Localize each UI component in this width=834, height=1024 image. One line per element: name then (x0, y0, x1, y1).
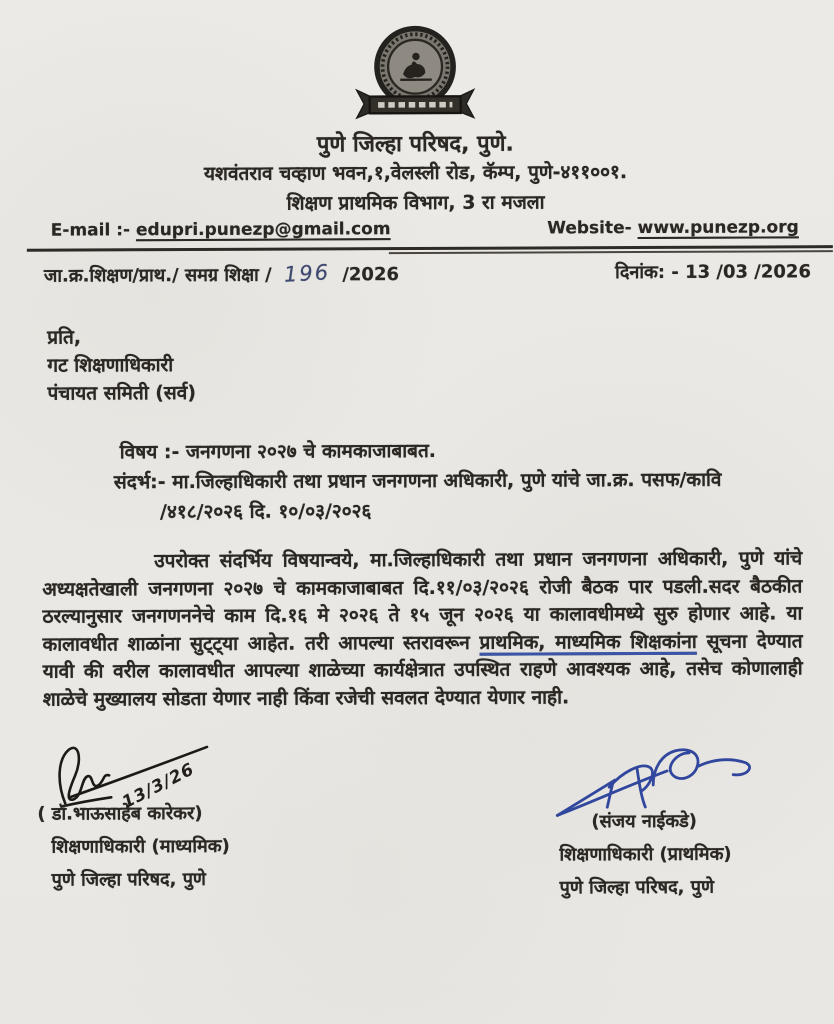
reference-note-line2: /४१८/२०२६ दि. १०/०३/२०२६ (159, 500, 372, 524)
website-line (547, 217, 799, 238)
date-value: 13 /03 /2026 (685, 261, 812, 283)
body-segment-2: सूचना देण्यात यावी की वरील कालावधीत आपल्या शाळेच्या कार्यक्षेत्रात उपस्थित राहणे आवश्यक आहे, तसेच कोणालाही शाळेचे मुख्यालय सोडता येणार नाही किंवा रजेची सवलत देण्यात येणार नाही. (42, 629, 803, 711)
signatory-left-name: ( डॉ.भाऊसाहेब कारेकर) (37, 802, 203, 825)
outward-prefix: जा.क्र.शिक्षण/प्राथ./ समग्र शिक्षा / (43, 264, 272, 287)
reference-note-text1: मा.जिल्हाधिकारी तथा प्रधान जनगणना अधिकारी, पुणे यांचे जा.क्र. पसफ/कावि (172, 468, 722, 494)
subject-text: जनगणना २०२७ चे कामकाजाबाबत. (185, 439, 437, 464)
recipient-line1: गट शिक्षणाधिकारी (47, 354, 174, 377)
seal-icon (347, 24, 483, 129)
signatory-left-title: शिक्षणाधिकारी (माध्यमिक) (51, 835, 230, 858)
signatory-right-title: शिक्षणाधिकारी (प्राथमिक) (559, 843, 732, 866)
recipient-block (47, 323, 196, 408)
org-name: पुणे जिल्हा परिषद, पुणे. (316, 131, 514, 158)
zilla-parishad-seal-logo (347, 24, 483, 129)
date-label: दिनांक: - (615, 261, 679, 284)
signatory-right-org: पुणे जिल्हा परिषद, पुणे (559, 876, 715, 899)
body-underlined-phrase: प्राथमिक, माध्यमिक शिक्षकांना (479, 630, 697, 654)
subject-label: विषय :- (119, 441, 180, 464)
outward-number-handwritten: 196 (283, 260, 331, 287)
signature-left-handwritten-date: 13/3/26 (118, 759, 198, 814)
email-label: E-mail :- (50, 220, 131, 241)
reference-note-line1 (114, 466, 722, 495)
signatory-right-block (559, 805, 732, 905)
email-line (51, 219, 391, 240)
body-segment-1: उपरोक्त संदर्भिय विषयान्वये, मा.जिल्हाधिकारी तथा प्रधान जनगणना अधिकारी, पुणे यांचे अध्यक्षतेखाली जनगणना २०२७ चे कामकाजाबाबत दि.११/०३/२०२६ रोजी बैठक पार पडली.सदर बैठकीत ठरल्यानुसार जनगणननेचे काम दि.१६ मे २०२६ ते १५ जून २०२६ या कालावधीमध्ये सुरु होणार आहे. या कालावधीत शाळांना सुट्ट्या आहेत. तरी आपल्या स्तरावरून (42, 547, 803, 656)
recipient-line2: पंचायत समिती (सर्व) (47, 381, 197, 405)
recipient-salutation: प्रति, (47, 326, 82, 349)
reference-note-label: संदर्भ:- (113, 471, 166, 494)
org-department: शिक्षण प्राथमिक विभाग, 3 रा मजला (286, 191, 545, 215)
org-address: यशवंतराव चव्हाण भवन,१,वेलस्ली रोड, कॅम्प, पुणे-४११००१. (203, 161, 628, 185)
outward-suffix: /2026 (342, 264, 400, 286)
date-line (615, 259, 811, 285)
website-label: Website- (547, 218, 632, 239)
signatory-left-block (33, 797, 230, 897)
signatory-right-name: (संजय नाईकडे) (591, 810, 698, 833)
letter-body (42, 545, 803, 713)
subject-line (120, 437, 436, 464)
reference-row (44, 259, 811, 287)
signatory-left-org: पुणे जिल्हा परिषद, पुणे (51, 868, 206, 891)
website-address: www.punezp.org (637, 217, 799, 239)
contact-row (51, 217, 799, 240)
outward-number-line (44, 261, 399, 288)
email-address: edupri.punezp@gmail.com (135, 219, 391, 241)
header-divider-line-2 (389, 250, 833, 253)
